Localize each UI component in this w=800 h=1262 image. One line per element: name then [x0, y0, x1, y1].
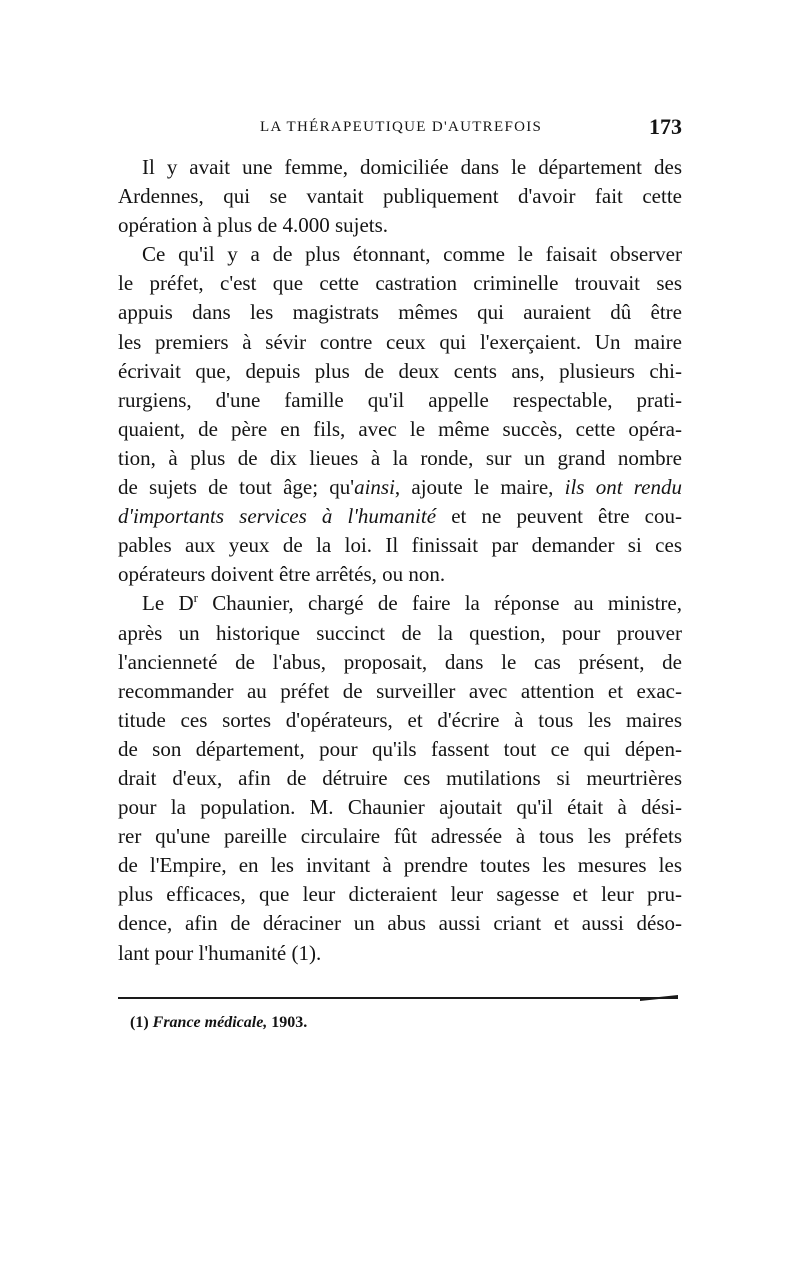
text-line: les premiers à sévir contre ceux qui l'exerçaient. Un maire	[118, 329, 682, 354]
text-line: drait d'eux, afin de détruire ces mutilations si meurtrières	[118, 765, 682, 790]
footnote-rule-tail	[640, 991, 678, 1001]
text-line: Ce qu'il y a de plus étonnant, comme le faisait observer	[142, 242, 682, 267]
text-line: l'ancienneté de l'abus, proposait, dans le cas présent, de	[118, 649, 682, 674]
text-line: opérateurs doivent être arrêtés, ou non.	[118, 562, 446, 587]
text-line	[118, 589, 682, 618]
footnote-marker: (1)	[130, 1014, 149, 1031]
text-line: titude ces sortes d'opérateurs, et d'écrire à tous les maires	[118, 707, 682, 732]
text-line: le préfet, c'est que cette castration criminelle trouvait ses	[118, 271, 682, 296]
text-line: rurgiens, d'une famille qu'il appelle respectable, prati-	[118, 387, 682, 412]
superscript: r	[193, 590, 198, 606]
text-line: écrivait que, depuis plus de deux cents ans, plusieurs chi-	[118, 358, 682, 383]
text-segment: , ajoute le maire,	[394, 475, 565, 500]
text-line: plus efficaces, que leur dicteraient leur sagesse et leur pru-	[118, 882, 682, 907]
text-line: Ardennes, qui se vantait publiquement d'avoir fait cette	[118, 184, 682, 209]
text-line: lant pour l'humanité (1).	[118, 940, 322, 965]
text-line: pour la population. M. Chaunier ajoutait qu'il était à dési-	[118, 795, 682, 820]
text-line	[118, 473, 682, 502]
text-line: recommander au préfet de surveiller avec attention et exac-	[118, 678, 682, 703]
text-line: tion, à plus de dix lieues à la ronde, sur un grand nombre	[118, 445, 682, 470]
text-line	[118, 502, 682, 531]
italic-segment: d'importants services à l'humanité	[118, 504, 437, 529]
text-line: de l'Empire, en les invitant à prendre toutes les mesures les	[118, 853, 682, 878]
running-title: LA THÉRAPEUTIQUE D'AUTREFOIS	[260, 119, 543, 135]
running-head	[120, 116, 682, 140]
footnote-rule	[118, 997, 678, 999]
text-line: pables aux yeux de la loi. Il finissait par demander si ces	[118, 533, 682, 558]
text-line: opération à plus de 4.000 sujets.	[118, 213, 389, 238]
footnote-source: France médicale,	[152, 1014, 268, 1031]
italic-segment: ainsi	[354, 475, 395, 500]
italic-segment: ils ont rendu	[564, 475, 682, 500]
text-line: rer qu'une pareille circulaire fût adressée à tous les préfets	[118, 824, 682, 849]
text-segment: Le D	[142, 591, 194, 616]
text-line: après un historique succinct de la question, pour prouver	[118, 620, 682, 645]
text-line: de son département, pour qu'ils fassent tout ce qui dépen-	[118, 736, 682, 761]
text-line: quaient, de père en fils, avec le même succès, cette opéra-	[118, 416, 682, 441]
body-text	[118, 153, 682, 968]
text-segment: Chaunier, chargé de faire la réponse au ministre,	[197, 591, 682, 616]
footnote	[130, 1014, 307, 1032]
page-number: 173	[649, 114, 682, 139]
text-segment: et ne peuvent être cou-	[436, 504, 682, 529]
text-line: appuis dans les magistrats mêmes qui auraient dû être	[118, 300, 682, 325]
text-line: dence, afin de déraciner un abus aussi criant et aussi déso-	[118, 911, 682, 936]
footnote-year: 1903.	[271, 1014, 308, 1031]
text-segment: de sujets de tout âge; qu'	[118, 475, 355, 500]
text-line: Il y avait une femme, domiciliée dans le département des	[142, 155, 682, 179]
